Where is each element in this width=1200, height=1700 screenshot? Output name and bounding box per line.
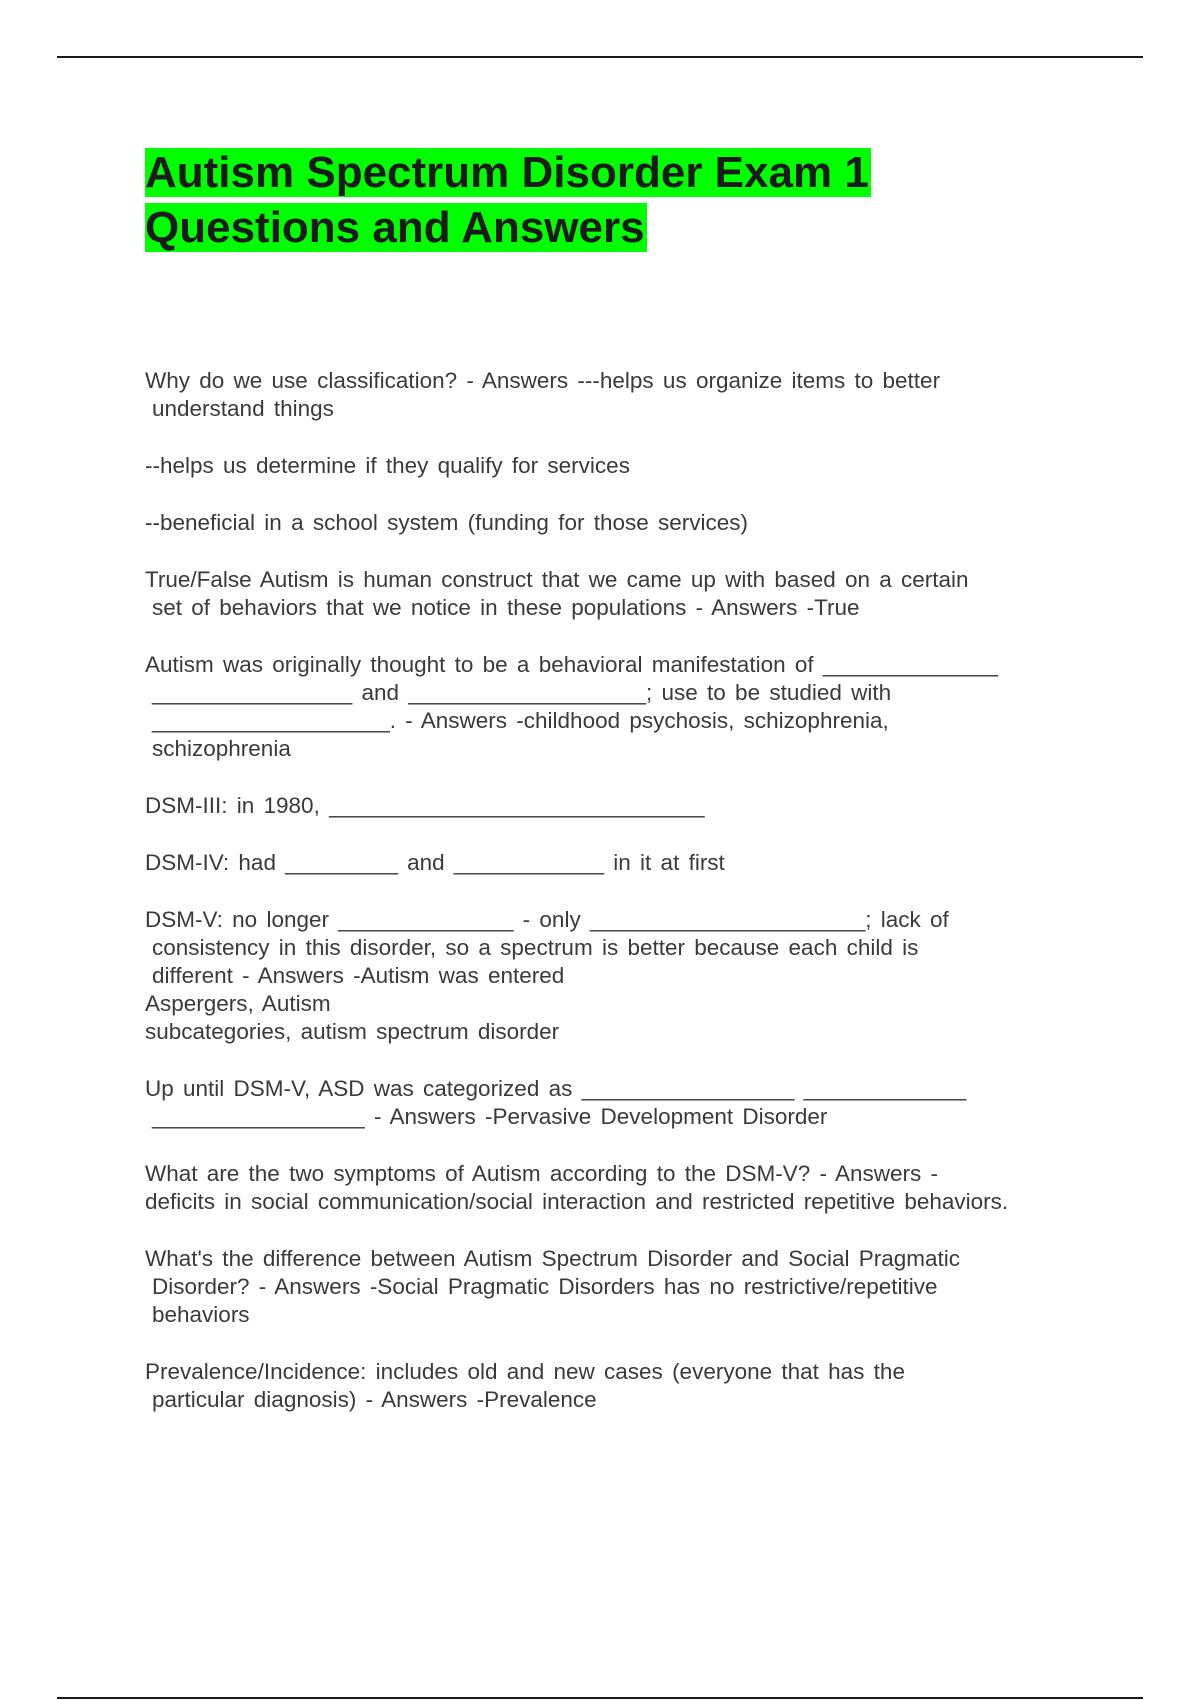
title-line-2: Questions and Answers bbox=[145, 203, 645, 252]
qa-paragraph bbox=[145, 849, 1105, 877]
text-line: subcategories, autism spectrum disorder bbox=[145, 1019, 560, 1044]
text-line: schizophrenia bbox=[152, 736, 291, 761]
text-line: What are the two symptoms of Autism according to the DSM-V? - Answers - bbox=[145, 1161, 939, 1186]
bottom-rule bbox=[57, 1697, 1143, 1699]
text-line: ___________________. - Answers -childhood psychosis, schizophrenia, bbox=[152, 708, 889, 733]
text-line: deficits in social communication/social interaction and restricted repetitive behaviors. bbox=[145, 1189, 1009, 1214]
qa-paragraph bbox=[145, 1358, 1105, 1414]
qa-content bbox=[145, 367, 1105, 1443]
top-rule bbox=[57, 56, 1143, 58]
document-title bbox=[145, 145, 1045, 255]
text-line: --helps us determine if they qualify for services bbox=[145, 453, 630, 478]
text-line: DSM-IV: had _________ and ____________ in it at first bbox=[145, 850, 725, 875]
qa-paragraph bbox=[145, 566, 1105, 622]
qa-paragraph bbox=[145, 452, 1105, 480]
text-line: ________________ and ___________________; use to be studied with bbox=[152, 680, 892, 705]
qa-paragraph bbox=[145, 792, 1105, 820]
text-line: Autism was originally thought to be a behavioral manifestation of ______________ bbox=[145, 652, 999, 677]
text-line: What's the difference between Autism Spectrum Disorder and Social Pragmatic bbox=[145, 1246, 961, 1271]
text-line: particular diagnosis) - Answers -Prevalence bbox=[152, 1387, 597, 1412]
text-line: --beneficial in a school system (funding for those services) bbox=[145, 510, 749, 535]
text-line: True/False Autism is human construct that we came up with based on a certain bbox=[145, 567, 969, 592]
text-line: Disorder? - Answers -Social Pragmatic Disorders has no restrictive/repetitive bbox=[152, 1274, 938, 1299]
text-line: behaviors bbox=[152, 1302, 250, 1327]
qa-paragraph bbox=[145, 1075, 1105, 1131]
qa-paragraph bbox=[145, 1245, 1105, 1329]
qa-paragraph bbox=[145, 509, 1105, 537]
text-line: DSM-V: no longer ______________ - only ______________________; lack of bbox=[145, 907, 949, 932]
qa-paragraph bbox=[145, 906, 1105, 1046]
qa-paragraph bbox=[145, 367, 1105, 423]
text-line: understand things bbox=[152, 396, 334, 421]
qa-paragraph bbox=[145, 1160, 1105, 1216]
text-line: different - Answers -Autism was entered bbox=[152, 963, 565, 988]
text-line: DSM-III: in 1980, ______________________________ bbox=[145, 793, 705, 818]
text-line: _________________ - Answers -Pervasive Development Disorder bbox=[152, 1104, 828, 1129]
text-line: Aspergers, Autism bbox=[145, 991, 331, 1016]
text-line: Up until DSM-V, ASD was categorized as _________________ _____________ bbox=[145, 1076, 967, 1101]
text-line: Prevalence/Incidence: includes old and new cases (everyone that has the bbox=[145, 1359, 905, 1384]
text-line: consistency in this disorder, so a spectrum is better because each child is bbox=[152, 935, 919, 960]
text-line: Why do we use classification? - Answers ---helps us organize items to better bbox=[145, 368, 941, 393]
title-line-1: Autism Spectrum Disorder Exam 1 bbox=[145, 148, 869, 197]
text-line: set of behaviors that we notice in these populations - Answers -True bbox=[152, 595, 860, 620]
qa-paragraph bbox=[145, 651, 1105, 763]
